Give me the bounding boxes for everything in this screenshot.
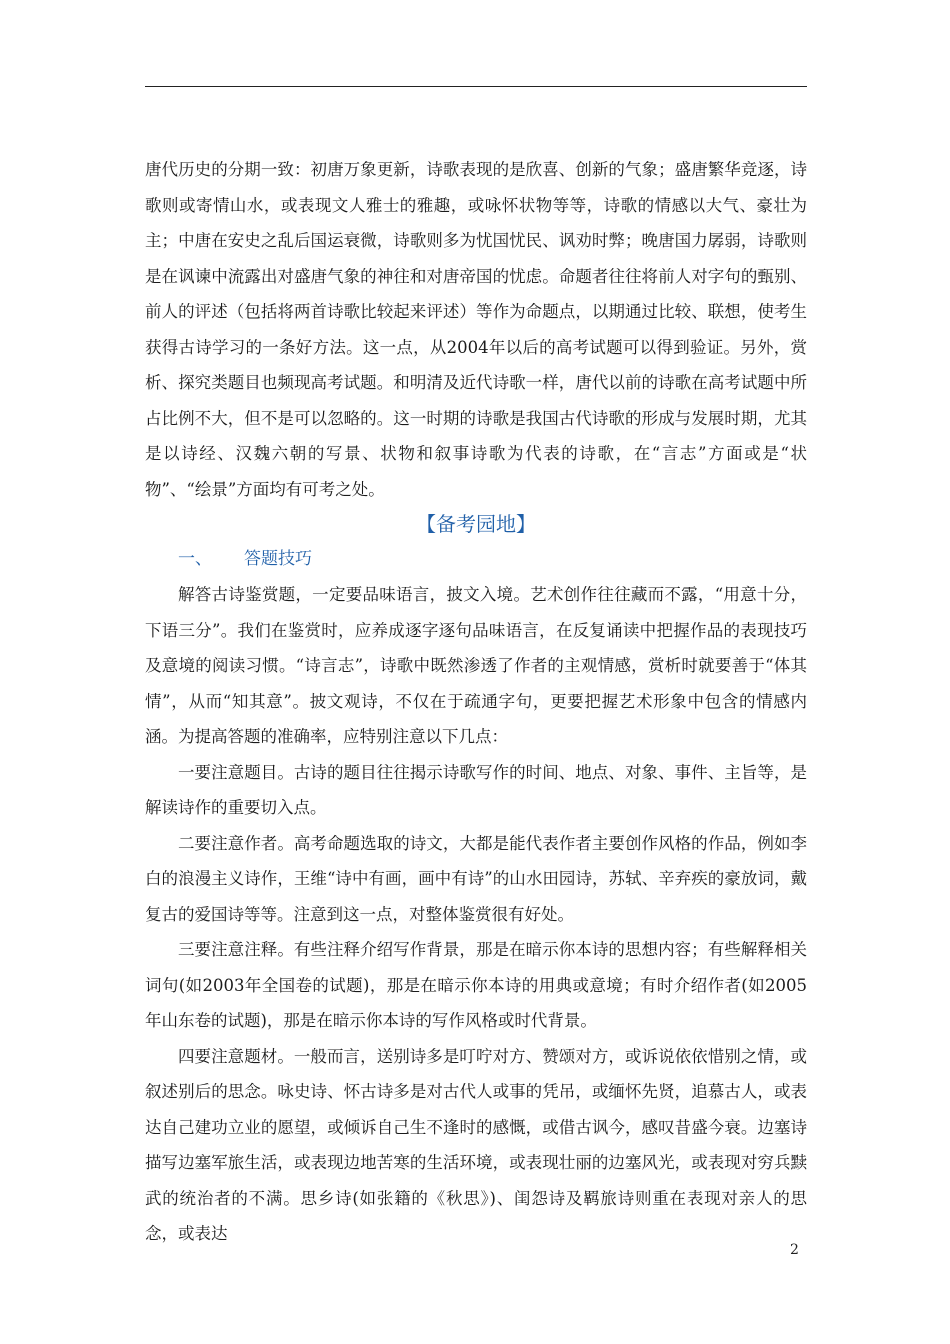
paragraph-author-tip: 二要注意作者。高考命题选取的诗文，大都是能代表作者主要创作风格的作品，例如李白的浪漫主义诗作，王维“诗中有画，画中有诗”的山水田园诗，苏轼、辛弃疾的豪放词，戴复古的爱国诗等等。注意到这一点，对整体鉴赏很有好处。 [145, 833, 807, 924]
paragraph-title-tip: 一要注意题目。古诗的题目往往揭示诗歌写作的时间、地点、对象、事件、主旨等，是解读诗作的重要切入点。 [145, 762, 807, 817]
paragraph-notes-tip: 三要注意注释。有些注释介绍写作背景，那是在暗示你本诗的思想内容；有些解释相关词句(如2003年全国卷的试题)，那是在暗示你本诗的用典或意境；有时介绍作者(如2005年山东卷的试题)，那是在暗示你本诗的写作风格或时代背景。 [145, 940, 807, 1030]
header-rule [145, 86, 807, 87]
paragraph-theme-tip: 四要注意题材。一般而言，送别诗多是叮咛对方、赞颂对方，或诉说依依惜别之情，或叙述别后的思念。咏史诗、怀古诗多是对古代人或事的凭吊，或缅怀先贤，追慕古人，或表达自己建功立业的愿望，或倾诉自己生不逢时的感慨，或借古讽今，感叹昔盛今衰。边塞诗描写边塞军旅生活，或表现边地苦寒的生活环境，或表现壮丽的边塞风光，或表现对穷兵黩武的统治者的不满。思乡诗(如张籍的《秋思》)、闺怨诗及羁旅诗则重在表现对亲人的思念，或表达 [145, 1046, 807, 1243]
subheading [145, 541, 807, 577]
section-title: 【备考园地】 [416, 512, 536, 536]
page-number: 2 [790, 1242, 799, 1258]
page-body [145, 152, 807, 1252]
subheading-number: 一、 [178, 549, 212, 569]
subheading-text: 答题技巧 [244, 549, 312, 569]
intro-paragraph: 唐代历史的分期一致：初唐万象更新，诗歌表现的是欣喜、创新的气象；盛唐繁华竞逐，诗歌则或寄情山水，或表现文人雅士的雅趣，或咏怀状物等等，诗歌的情感以大气、豪壮为主；中唐在安史之乱后国运衰微，诗歌则多为忧国忧民、讽劝时弊；晚唐国力孱弱，诗歌则是在讽谏中流露出对盛唐气象的神往和对唐帝国的忧虑。命题者往往将前人对字句的甄别、前人的评述（包括将两首诗歌比较起来评述）等作为命题点，以期通过比较、联想，使考生获得古诗学习的一条好方法。这一点，从2004年以后的高考试题可以得到验证。另外，赏析、探究类题目也频现高考试题。和明清及近代诗歌一样，唐代以前的诗歌在高考试题中所占比例不大，但不是可以忽略的。这一时期的诗歌是我国古代诗歌的形成与发展时期，尤其是以诗经、汉魏六朝的写景、状物和叙事诗歌为代表的诗歌，在“言志”方面或是“状物”、“绘景”方面均有可考之处。 [145, 160, 807, 499]
paragraph-method: 解答古诗鉴赏题，一定要品味语言，披文入境。艺术创作往往藏而不露，“用意十分，下语三分”。我们在鉴赏时，应养成逐字逐句品味语言，在反复诵读中把握作品的表现技巧及意境的阅读习惯。“诗言志”，诗歌中既然渗透了作者的主观情感，赏析时就要善于“体其情”，从而“知其意”。披文观诗，不仅在于疏通字句，更要把握艺术形象中包含的情感内涵。为提高答题的准确率，应特别注意以下几点： [145, 585, 807, 746]
